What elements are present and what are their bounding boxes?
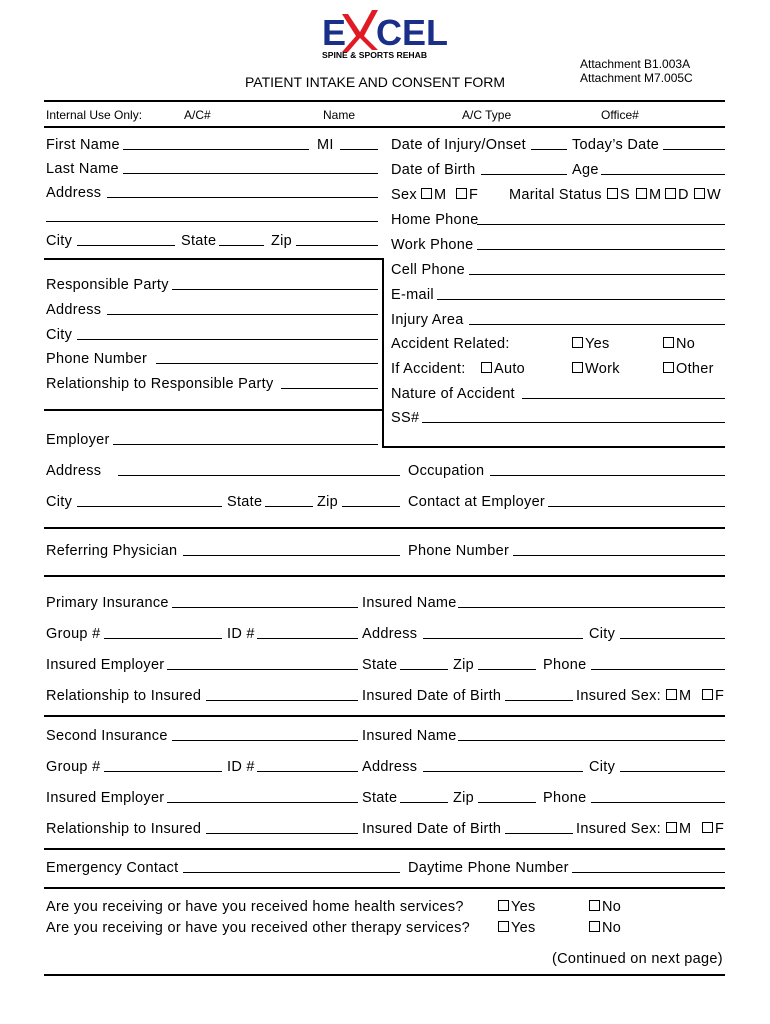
checkbox-icon <box>498 921 509 932</box>
p-address-label: Address <box>362 626 418 642</box>
checkbox-icon <box>607 188 618 199</box>
resp-address-field[interactable] <box>107 314 378 315</box>
emp-city-label: City <box>46 494 73 510</box>
employer-label: Employer <box>46 432 110 448</box>
marital-label: Marital Status <box>509 187 602 203</box>
doi-field[interactable] <box>531 149 567 150</box>
attachment-2: Attachment M7.005C <box>580 71 693 85</box>
checkbox-icon <box>702 689 713 700</box>
logo-subtitle: SPINE & SPORTS REHAB <box>322 50 428 60</box>
p-dob-field[interactable] <box>505 700 573 701</box>
s-city-field[interactable] <box>620 771 725 772</box>
dob-label: Date of Birth <box>391 162 476 178</box>
checkbox-icon <box>456 188 467 199</box>
p-address-field[interactable] <box>423 638 583 639</box>
p-sex-f-text: F <box>715 688 725 704</box>
internal-office: Office# <box>601 108 639 122</box>
marital-s-checkbox[interactable] <box>607 187 630 204</box>
divider <box>44 715 725 717</box>
checkbox-icon <box>666 689 677 700</box>
excel-logo <box>320 8 448 60</box>
s-id-field[interactable] <box>257 771 358 772</box>
s-address-label: Address <box>362 759 418 775</box>
age-field[interactable] <box>601 174 725 175</box>
internal-actype: A/C Type <box>462 108 512 122</box>
ss-label: SS# <box>391 410 420 426</box>
contact-employer-label: Contact at Employer <box>408 494 546 510</box>
s-sex-label: Insured Sex: <box>576 821 662 837</box>
divider <box>44 575 725 577</box>
s-relationship-field[interactable] <box>206 833 358 834</box>
p-employer-field[interactable] <box>167 669 358 670</box>
employer-field[interactable] <box>113 444 378 445</box>
injury-area-label: Injury Area <box>391 312 464 328</box>
s-relationship-label: Relationship to Insured <box>46 821 202 837</box>
sex-m-checkbox[interactable] <box>421 187 446 204</box>
s-insured-name-field[interactable] <box>458 740 725 741</box>
accident-auto-text: Auto <box>494 361 526 377</box>
resp-city-label: City <box>46 327 73 343</box>
resp-phone-field[interactable] <box>156 363 378 364</box>
daytime-phone-field[interactable] <box>572 872 725 873</box>
dob-field[interactable] <box>481 174 567 175</box>
s-id-label: ID # <box>227 759 255 775</box>
address-line2-field[interactable] <box>46 221 378 222</box>
ref-phone-field[interactable] <box>513 555 725 556</box>
p-insured-name-label: Insured Name <box>362 595 457 611</box>
accident-work-text: Work <box>585 361 620 377</box>
emp-zip-label: Zip <box>317 494 339 510</box>
checkbox-icon <box>694 188 705 199</box>
ss-field[interactable] <box>422 422 725 423</box>
emp-state-field[interactable] <box>265 506 313 507</box>
internal-name: Name <box>323 108 356 122</box>
last-name-field[interactable] <box>123 173 378 174</box>
p-sex-m-text: M <box>679 688 692 704</box>
last-name-label: Last Name <box>46 161 119 177</box>
s-sex-f-checkbox[interactable] <box>702 821 724 838</box>
resp-address-label: Address <box>46 302 102 318</box>
p-relationship-field[interactable] <box>206 700 358 701</box>
question-other-therapy: Are you receiving or have you received other therapy services? <box>46 920 471 936</box>
emergency-field[interactable] <box>183 872 400 873</box>
accident-yes-text: Yes <box>585 336 610 352</box>
resp-city-field[interactable] <box>77 339 378 340</box>
email-label: E-mail <box>391 287 434 303</box>
emp-zip-field[interactable] <box>342 506 400 507</box>
city-label: City <box>46 233 73 249</box>
excel-logo-graphic <box>320 8 448 60</box>
marital-m-text: M <box>649 187 662 203</box>
sex-label: Sex <box>391 187 417 203</box>
q2-no-checkbox[interactable] <box>589 920 621 937</box>
p-sex-f-checkbox[interactable] <box>702 688 724 705</box>
p-employer-label: Insured Employer <box>46 657 165 673</box>
cell-phone-label: Cell Phone <box>391 262 465 278</box>
cell-phone-field[interactable] <box>469 274 725 275</box>
marital-d-checkbox[interactable] <box>665 187 689 204</box>
s-sex-m-text: M <box>679 821 692 837</box>
p-insured-name-field[interactable] <box>458 607 725 608</box>
question-home-health: Are you receiving or have you received home health services? <box>46 899 464 915</box>
checkbox-icon <box>498 900 509 911</box>
q2-no-text: No <box>602 920 622 936</box>
zip-label: Zip <box>271 233 293 249</box>
accident-other-checkbox[interactable] <box>663 361 714 378</box>
q1-yes-text: Yes <box>511 899 536 915</box>
emergency-label: Emergency Contact <box>46 860 179 876</box>
logo-cel: CEL <box>376 12 448 53</box>
p-phone-field[interactable] <box>591 669 725 670</box>
p-state-label: State <box>362 657 398 673</box>
divider <box>44 887 725 889</box>
checkbox-icon <box>665 188 676 199</box>
address-label: Address <box>46 185 102 201</box>
referring-label: Referring Physician <box>46 543 178 559</box>
divider <box>44 848 725 850</box>
p-zip-label: Zip <box>453 657 475 673</box>
p-group-label: Group # <box>46 626 101 642</box>
marital-w-checkbox[interactable] <box>694 187 721 204</box>
divider <box>44 527 725 529</box>
logo-e: E <box>322 12 347 53</box>
divider <box>382 446 725 448</box>
s-sex-f-text: F <box>715 821 725 837</box>
zip-field[interactable] <box>296 245 378 246</box>
resp-phone-label: Phone Number <box>46 351 148 367</box>
s-insured-name-label: Insured Name <box>362 728 457 744</box>
doi-label: Date of Injury/Onset <box>391 137 526 153</box>
accident-no-checkbox[interactable] <box>663 336 695 353</box>
marital-s-text: S <box>620 187 630 203</box>
divider <box>44 258 383 260</box>
checkbox-icon <box>572 362 583 373</box>
first-name-label: First Name <box>46 137 120 153</box>
ref-phone-label: Phone Number <box>408 543 510 559</box>
resp-relationship-label: Relationship to Responsible Party <box>46 376 274 392</box>
s-state-field[interactable] <box>400 802 448 803</box>
continued-note: (Continued on next page) <box>552 951 723 967</box>
occupation-field[interactable] <box>490 475 725 476</box>
q2-yes-checkbox[interactable] <box>498 920 536 937</box>
nature-field[interactable] <box>522 398 725 399</box>
s-employer-field[interactable] <box>167 802 358 803</box>
marital-d-text: D <box>678 187 689 203</box>
s-phone-label: Phone <box>543 790 587 806</box>
emp-city-field[interactable] <box>77 506 222 507</box>
p-relationship-label: Relationship to Insured <box>46 688 202 704</box>
checkbox-icon <box>666 822 677 833</box>
p-phone-label: Phone <box>543 657 587 673</box>
q1-no-checkbox[interactable] <box>589 899 621 916</box>
internal-ac: A/C# <box>184 108 211 122</box>
checkbox-icon <box>589 921 600 932</box>
divider <box>44 409 383 411</box>
sex-m-text: M <box>434 187 447 203</box>
primary-ins-label: Primary Insurance <box>46 595 169 611</box>
accident-no-text: No <box>676 336 696 352</box>
column-divider <box>382 258 384 448</box>
attachment-1: Attachment B1.003A <box>580 57 691 71</box>
divider <box>44 126 725 128</box>
age-label: Age <box>572 162 599 178</box>
p-zip-field[interactable] <box>478 669 536 670</box>
occupation-label: Occupation <box>408 463 485 479</box>
p-sex-label: Insured Sex: <box>576 688 662 704</box>
divider <box>44 100 725 102</box>
marital-w-text: W <box>707 187 721 203</box>
p-dob-label: Insured Date of Birth <box>362 688 502 704</box>
responsible-party-field[interactable] <box>172 289 378 290</box>
resp-relationship-field[interactable] <box>281 388 378 389</box>
p-sex-m-checkbox[interactable] <box>666 688 691 705</box>
accident-yes-checkbox[interactable] <box>572 336 610 353</box>
accident-other-text: Other <box>676 361 714 377</box>
mi-label: MI <box>317 137 334 153</box>
city-field[interactable] <box>77 245 175 246</box>
state-label: State <box>181 233 217 249</box>
home-phone-label: Home Phone <box>391 212 479 228</box>
checkbox-icon <box>663 337 674 348</box>
s-city-label: City <box>589 759 616 775</box>
checkbox-icon <box>589 900 600 911</box>
address-field[interactable] <box>107 197 378 198</box>
nature-label: Nature of Accident <box>391 386 515 402</box>
accident-related-label: Accident Related: <box>391 336 510 352</box>
s-dob-field[interactable] <box>505 833 573 834</box>
s-dob-label: Insured Date of Birth <box>362 821 502 837</box>
today-field[interactable] <box>663 149 725 150</box>
q2-yes-text: Yes <box>511 920 536 936</box>
work-phone-field[interactable] <box>477 249 725 250</box>
contact-employer-field[interactable] <box>548 506 725 507</box>
sex-f-checkbox[interactable] <box>456 187 478 204</box>
p-id-field[interactable] <box>257 638 358 639</box>
divider <box>44 974 725 976</box>
today-label: Today’s Date <box>572 137 660 153</box>
emp-address-label: Address <box>46 463 102 479</box>
checkbox-icon <box>481 362 492 373</box>
emp-address-field[interactable] <box>118 475 400 476</box>
p-city-label: City <box>589 626 616 642</box>
sex-f-text: F <box>469 187 479 203</box>
s-zip-field[interactable] <box>478 802 536 803</box>
checkbox-icon <box>663 362 674 373</box>
referring-field[interactable] <box>183 555 400 556</box>
responsible-party-label: Responsible Party <box>46 277 169 293</box>
mi-field[interactable] <box>340 149 378 150</box>
primary-ins-field[interactable] <box>172 607 358 608</box>
injury-area-field[interactable] <box>469 324 725 325</box>
p-group-field[interactable] <box>104 638 222 639</box>
internal-use-label: Internal Use Only: <box>46 108 143 122</box>
work-phone-label: Work Phone <box>391 237 474 253</box>
daytime-phone-label: Daytime Phone Number <box>408 860 569 876</box>
state-field[interactable] <box>219 245 264 246</box>
s-group-field[interactable] <box>104 771 222 772</box>
s-group-label: Group # <box>46 759 101 775</box>
if-accident-label: If Accident: <box>391 361 466 377</box>
p-city-field[interactable] <box>620 638 725 639</box>
s-zip-label: Zip <box>453 790 475 806</box>
checkbox-icon <box>636 188 647 199</box>
form-title: PATIENT INTAKE AND CONSENT FORM <box>245 74 506 90</box>
second-ins-label: Second Insurance <box>46 728 168 744</box>
checkbox-icon <box>702 822 713 833</box>
s-employer-label: Insured Employer <box>46 790 165 806</box>
first-name-field[interactable] <box>123 149 309 150</box>
home-phone-field[interactable] <box>477 224 725 225</box>
p-state-field[interactable] <box>400 669 448 670</box>
s-phone-field[interactable] <box>591 802 725 803</box>
email-field[interactable] <box>437 299 725 300</box>
q1-no-text: No <box>602 899 622 915</box>
checkbox-icon <box>421 188 432 199</box>
second-ins-field[interactable] <box>172 740 358 741</box>
s-state-label: State <box>362 790 398 806</box>
s-sex-m-checkbox[interactable] <box>666 821 691 838</box>
p-id-label: ID # <box>227 626 255 642</box>
accident-auto-checkbox[interactable] <box>481 361 525 378</box>
marital-m-checkbox[interactable] <box>636 187 661 204</box>
emp-state-label: State <box>227 494 263 510</box>
checkbox-icon <box>572 337 583 348</box>
accident-work-checkbox[interactable] <box>572 361 620 378</box>
q1-yes-checkbox[interactable] <box>498 899 536 916</box>
s-address-field[interactable] <box>423 771 583 772</box>
